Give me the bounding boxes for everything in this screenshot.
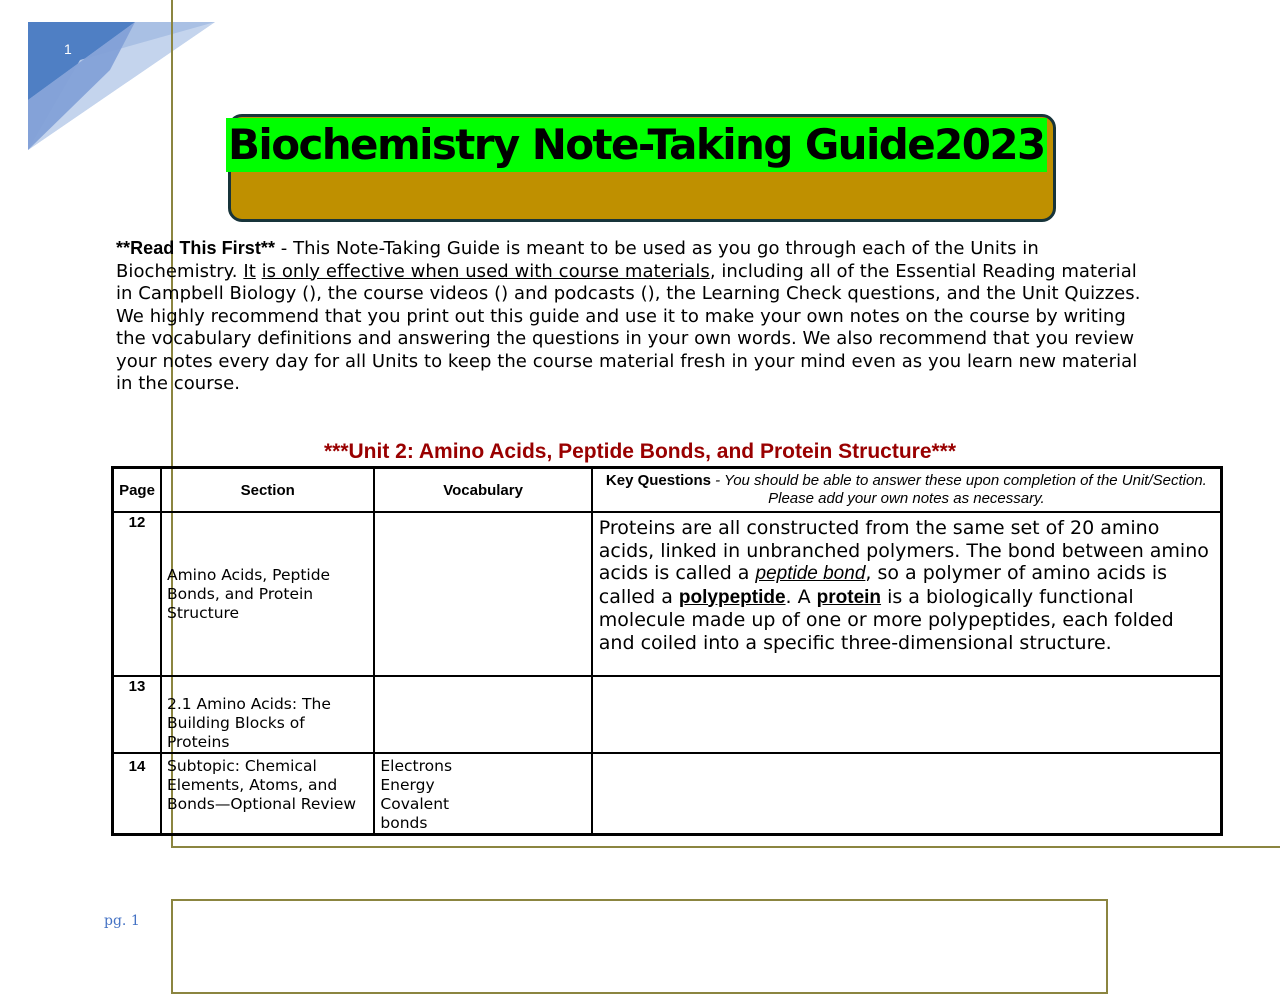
row-section: 2.1 Amino Acids: The Building Blocks of Proteins (161, 676, 374, 753)
vocab-item: Electrons (380, 757, 453, 775)
table-row (113, 676, 1222, 753)
row-key-questions[interactable] (592, 512, 1222, 676)
row-section: Amino Acids, Peptide Bonds, and Protein Structure (161, 512, 374, 676)
kq-text-2: , so a polymer of amino acids is called a (598, 562, 1168, 608)
header-vocabulary: Vocabulary (374, 468, 591, 513)
header-key-questions-note: - You should be able to answer these upon completion of the Unit/Section. Please add your own notes as necessary. (710, 472, 1207, 507)
vocab-item: Energy (380, 776, 435, 794)
intro-paragraph (116, 237, 1146, 396)
row-key-questions[interactable] (592, 753, 1222, 835)
row-section: Subtopic: Chemical Elements, Atoms, and Bonds—Optional Review (161, 753, 374, 835)
intro-text-rest: , including all of the Essential Reading material in Campbell Biology (), the course videos () and podcasts (), the Learning Check questions, and the Unit Quizzes. We highly recommend that you print out this guide and use it to make your own notes on the course by writing the vocabulary definitions and answering the questions in your own words. We also recommend that you review your notes every day for all Units to keep the course material fresh in your mind even as you learn new material in the course. (116, 260, 1141, 394)
intro-text: - This Note-Taking Guide is meant to be used as you go through each of the Units in Biochemistry. (116, 238, 1039, 282)
kq-text-4: is a biologically functional molecule made up of one or more polypeptides, each folded and coiled into a specific three-dimensional structure. (598, 585, 1174, 654)
header-key-questions (592, 468, 1222, 513)
intro-underline-it: It (243, 260, 256, 282)
intro-underline-effective: is only effective when used with course materials (261, 260, 710, 282)
kq-text-1: Proteins are all constructed from the same set of 20 amino acids, linked in unbranched polymers. The bond between amino acids is called a (598, 517, 1209, 584)
row-page: 12 (113, 512, 161, 676)
row-vocabulary[interactable] (374, 753, 591, 835)
kq-term-protein: protein (816, 586, 882, 608)
row-vocabulary[interactable] (374, 676, 591, 753)
corner-page-number: 1 (64, 41, 72, 57)
page-footer: pg. 1 (104, 913, 140, 929)
row-page: 13 (113, 676, 161, 753)
footer-frame (171, 899, 1108, 994)
row-page: 14 (113, 753, 161, 835)
table-row (113, 512, 1222, 676)
page-title: Biochemistry Note-Taking Guide2023 (226, 118, 1047, 172)
table-row (113, 753, 1222, 835)
header-page: Page (113, 468, 161, 513)
table-header-row (113, 468, 1222, 513)
corner-decoration (0, 0, 230, 160)
header-key-questions-label: Key Questions (605, 472, 711, 489)
header-section: Section (161, 468, 374, 513)
row-key-questions[interactable] (592, 676, 1222, 753)
vocab-item: Covalent (380, 795, 450, 813)
kq-term-polypeptide: polypeptide (678, 586, 786, 608)
intro-lead: **Read This First** (116, 238, 275, 258)
margin-rule-horizontal (171, 846, 1280, 848)
kq-term-peptide-bond: peptide bond (755, 563, 866, 584)
row-vocabulary[interactable] (374, 512, 591, 676)
note-taking-table (111, 466, 1223, 836)
unit-heading: ***Unit 2: Amino Acids, Peptide Bonds, and Protein Structure*** (323, 440, 957, 463)
kq-text-3: . A (785, 585, 817, 608)
vocab-item: bonds (380, 814, 428, 832)
